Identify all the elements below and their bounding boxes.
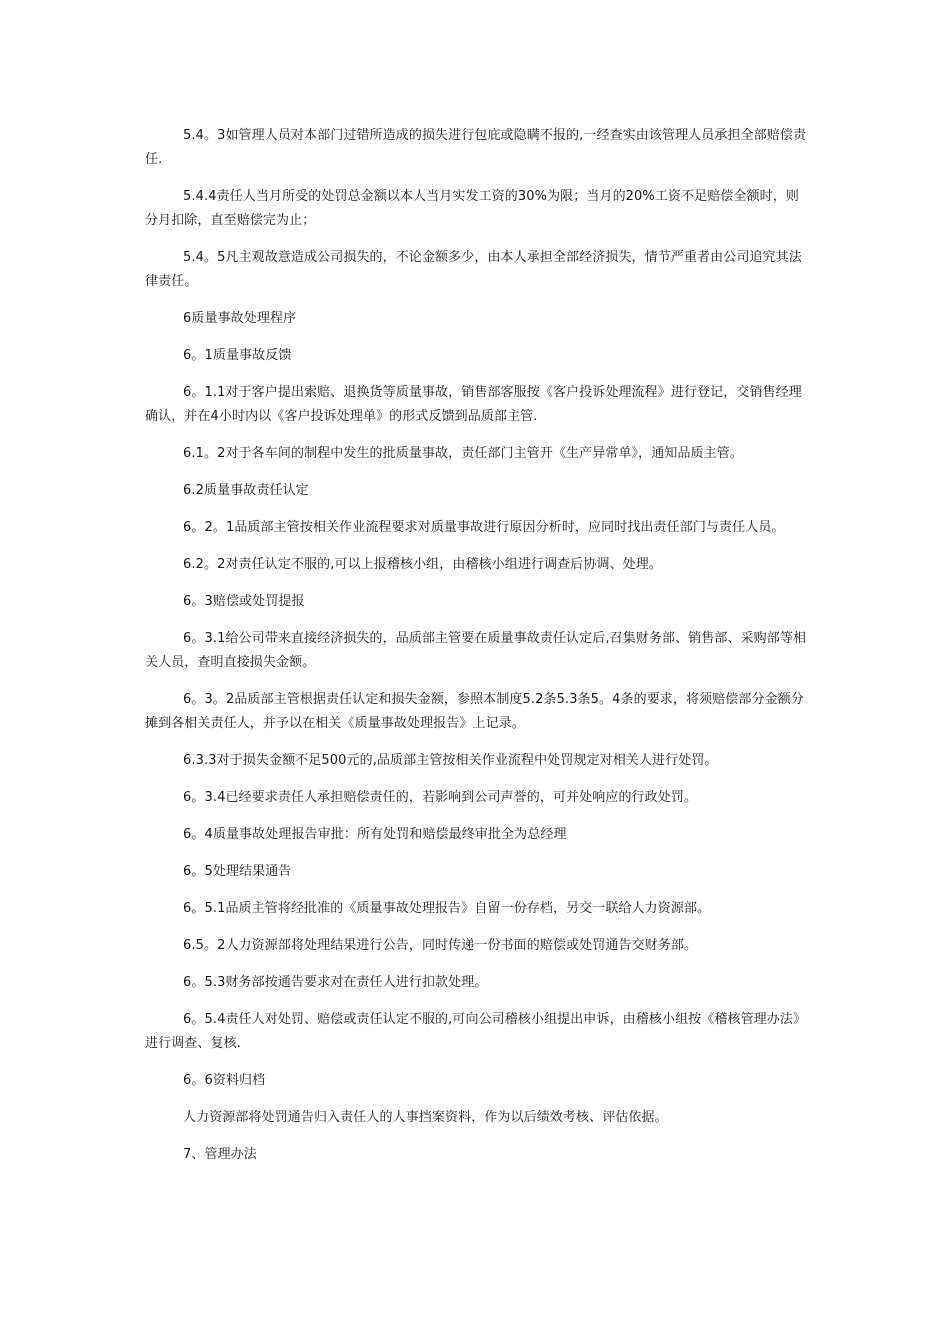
paragraph-6-3-4: 6。3.4已经要求责任人承担赔偿责任的，若影响到公司声誉的，可并处响应的行政处罚。 (183, 790, 698, 805)
paragraph-archiving: 人力资源部将处罚通告归入责任人的人事挡案资料，作为以后绩效考核、评估依据。 (183, 1110, 668, 1125)
section-heading-7: 7、管理办法 (183, 1147, 257, 1162)
paragraph-6-3-3: 6.3.3对于损失金额不足500元的,品质部主管按相关作业流程中处罚规定对相关人进行处罚。 (183, 753, 718, 768)
paragraph-6-2-1: 6。2。1品质部主管按相关作业流程要求对质量事故进行原因分析时，应同时找出责任部门与责任人员。 (183, 520, 785, 535)
subsection-heading-6-1: 6。1质量事故反馈 (183, 348, 292, 363)
paragraph-6-5-4: 6。5.4责任人对处罚、赔偿或责任认定不服的,可向公司稽核小组提出申诉，由稽核小组按《稽核管理办法》进行调查、复核. (145, 1012, 807, 1051)
paragraph-6-5-1: 6。5.1品质主管将经批准的《质量事故处理报告》自留一份存档，另交一联给人力资源部。 (183, 901, 711, 916)
paragraph-6-5-2: 6.5。2人力资源部将处理结果进行公告，同时传递一份书面的赔偿或处罚通告交财务部。 (183, 938, 698, 953)
paragraph-5-4-4: 5.4.4责任人当月所受的处罚总金额以本人当月实发工资的30%为限；当月的20%工资不足赔偿全额时，则分月扣除，直至赔偿完为止； (145, 189, 799, 228)
subsection-heading-6-5: 6。5处理结果通告 (183, 864, 292, 879)
paragraph-6-5-3: 6。5.3财务部按通告要求对在责任人进行扣款处理。 (183, 975, 488, 990)
subsection-heading-6-4: 6。4质量事故处理报告审批：所有处罚和赔偿最终审批全为总经理 (183, 827, 567, 842)
paragraph-6-3-2: 6。3。2品质部主管根据责任认定和损失金额，参照本制度5.2条5.3条5。4条的要求，将须赔偿部分金额分摊到各相关责任人，并予以在相关《质量事故处理报告》上记录。 (145, 692, 804, 731)
paragraph-6-1-2: 6.1。2对于各车间的制程中发生的批质量事故，责任部门主管开《生产异常单》，通知品质主管。 (183, 446, 743, 461)
paragraph-6-2-2: 6.2。2对责任认定不服的,可以上报稽核小组，由稽核小组进行调查后协调、处理。 (183, 557, 662, 572)
paragraph-5-4-5: 5.4。5凡主观故意造成公司损失的，不论金额多少，由本人承担全部经济损失，情节严重者由公司追究其法律责任。 (145, 250, 802, 289)
paragraph-5-4-3: 5.4。3如管理人员对本部门过错所造成的损失进行包庇或隐瞒不报的,一经查实由该管理人员承担全部赔偿责任. (145, 128, 807, 167)
section-heading-6: 6质量事故处理程序 (183, 311, 297, 326)
document-body (145, 124, 810, 1180)
subsection-heading-6-3: 6。3赔偿或处罚提报 (183, 594, 305, 609)
subsection-heading-6-2: 6.2质量事故责任认定 (183, 483, 309, 498)
subsection-heading-6-6: 6。6资料归档 (183, 1073, 266, 1088)
paragraph-6-1-1: 6。1.1对于客户提出索赔、退换货等质量事故，销售部客服按《客户投诉处理流程》进行登记，交销售经理确认，并在4小时内以《客户投诉处理单》的形式反馈到品质部主管. (145, 385, 802, 424)
paragraph-6-3-1: 6。3.1给公司带来直接经济损失的，品质部主管要在质量事故责任认定后,召集财务部、销售部、采购部等相关人员，查明直接损失金额。 (145, 631, 807, 670)
